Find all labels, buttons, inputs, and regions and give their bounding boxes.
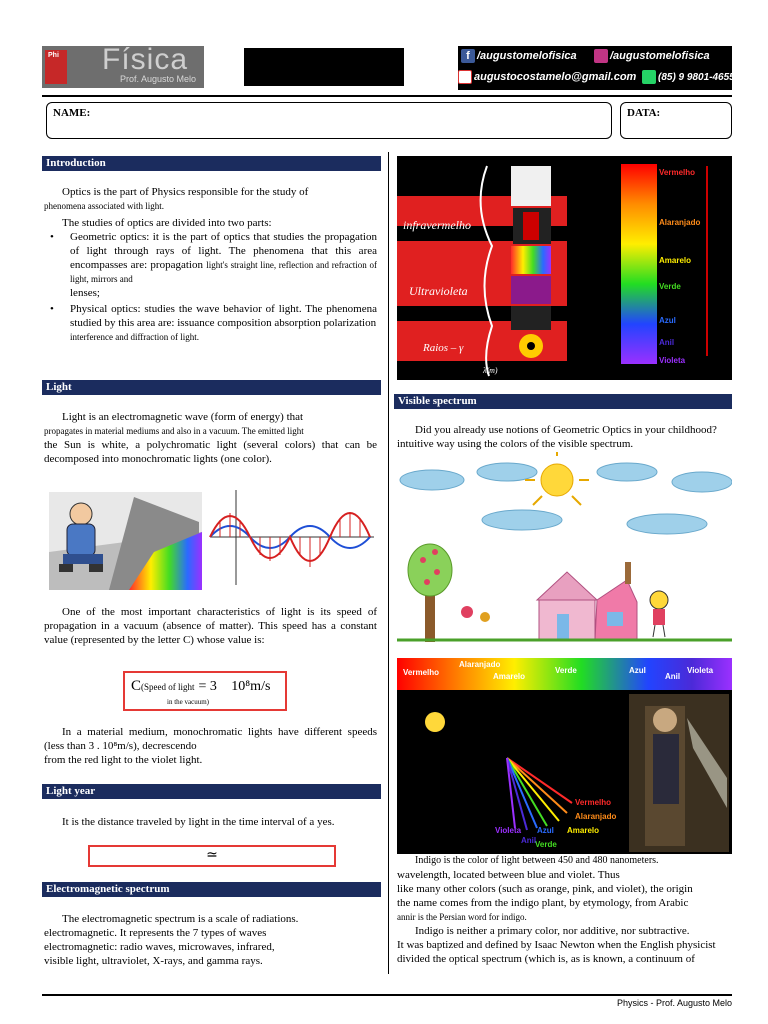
spectrum-bar-label: Alaranjado xyxy=(459,660,501,669)
logo xyxy=(42,46,204,88)
spectrum-bar-label: Violeta xyxy=(687,666,714,675)
visible-spectrum-body: Did you already use notions of Geometric Optics in your childhood? intuitive way using the colors of the visible spectrum. xyxy=(397,424,717,450)
optics-types-list xyxy=(44,230,377,344)
ray-label: Verde xyxy=(535,840,557,849)
lightyear-heading: Light year xyxy=(42,784,381,799)
spectrum-color-labels xyxy=(659,164,729,364)
date-field[interactable]: DATA: xyxy=(620,102,732,139)
infrared-label: infravermelho xyxy=(403,218,471,232)
logo-mark: Phi xyxy=(45,50,67,84)
spectrum-bar-labels xyxy=(397,658,732,690)
ultraviolet-label: Ultravioleta xyxy=(409,284,468,298)
spectrum-bar-label: Vermelho xyxy=(403,668,440,677)
gamma-label: Raios – γ xyxy=(423,342,464,354)
lightyear-body: It is the distance traveled by light in the time interval of a yes. xyxy=(62,816,335,828)
spectrum-color-label: Anil xyxy=(659,338,675,347)
facebook-link[interactable]: f /augustomelofisica xyxy=(461,49,577,63)
spectrum-bar-label: Anil xyxy=(665,672,681,681)
intro-heading: Introduction xyxy=(42,156,381,171)
em-spectrum-image xyxy=(397,156,732,380)
whatsapp-icon xyxy=(642,70,656,84)
intro-body: Optics is the part of Physics responsible for the study of phenomena associated with light. The studies of optics are divided into two parts: • Geometric optics: it is the part of optics that studies the propagation of light through rays of light. The phenomena that this area encompasses are: propagation light's straight line, reflection and refraction of light, mirrors and lenses; • Physical optics: studies the wave behavior of light. The phenomena studied by this area are: issuance composition absorption polarization interference and diffraction of light. xyxy=(44,185,377,344)
visible-spectrum-heading: Visible spectrum xyxy=(394,394,732,409)
ray-label: Anil xyxy=(521,836,537,845)
spectrum-color-label: Azul xyxy=(659,316,676,325)
spectrum-color-label: Alaranjado xyxy=(659,218,701,227)
instagram-link[interactable]: /augustomelofisica xyxy=(594,49,710,63)
social-bar xyxy=(458,46,735,90)
logo-title: Física xyxy=(102,46,189,76)
speed-of-light-formula: C(Speed of light = 3 ⃞10⁸m/s in the vacuum) xyxy=(123,671,287,711)
em-spectrum-heading: Electromagnetic spectrum xyxy=(42,882,381,897)
name-field[interactable]: NAME: xyxy=(46,102,612,139)
facebook-icon: f xyxy=(461,49,475,63)
header-divider xyxy=(42,95,732,97)
spectrum-color-label: Amarelo xyxy=(659,256,692,265)
ray-label: Alaranjado xyxy=(575,812,617,821)
lightyear-formula-box: ≃ xyxy=(88,845,336,867)
list-item: • Geometric optics: it is the part of optics that studies the propagation of light through rays of light. The phenomena that this area encompasses are: propagation light's straight line, reflection and refraction of light, mirrors and lenses; xyxy=(70,230,377,300)
spectrum-bar-label: Azul xyxy=(629,666,646,675)
em-spectrum-body: The electromagnetic spectrum is a scale of radiations. electromagnetic. It represents the 7 types of waves electromagnetic: radio waves, microwaves, infrared, visible light, ultraviolet, X-rays, and gamma rays. xyxy=(44,913,299,967)
column-divider xyxy=(388,152,389,974)
whatsapp-link[interactable]: (85) 9 9801-4655 xyxy=(642,70,735,84)
spectrum-bar-label: Amarelo xyxy=(493,672,526,681)
light-heading: Light xyxy=(42,380,381,395)
spectrum-color-label: Verde xyxy=(659,282,681,291)
light-speed-body: One of the most important characteristics of light is its speed of propagation in a vacuum (absence of matter). This speed has a constant value (represented by the letter C) whose value is: xyxy=(44,606,377,646)
ray-label: Amarelo xyxy=(567,826,600,835)
ray-label: Violeta xyxy=(495,826,522,835)
email-link[interactable]: augustocostamelo@gmail.com xyxy=(458,70,636,84)
em-wave-image xyxy=(206,485,378,590)
newton-prism-image xyxy=(397,658,732,854)
list-item: • Physical optics: studies the wave behavior of light. The phenomena studied by this area are: issuance composition absorption polarization interference and diffraction of light. xyxy=(70,302,377,344)
lambda-label: λ(m) xyxy=(483,366,498,375)
footer-text: Physics - Prof. Augusto Melo xyxy=(616,998,732,1008)
footer-divider xyxy=(42,994,732,996)
instagram-icon xyxy=(594,49,608,63)
prism-cartoon-image xyxy=(49,492,202,590)
spectrum-color-label: Vermelho xyxy=(659,168,696,177)
spectrum-color-label: Violeta xyxy=(659,356,686,365)
ray-labels xyxy=(487,796,637,850)
logo-subtitle: Prof. Augusto Melo xyxy=(120,74,197,84)
child-drawing-image xyxy=(397,452,732,644)
indigo-body: Indigo is the color of light between 450 and 480 nanometers. wavelength, located between blue and violet. Thus like many other colors (such as orange, pink, and violet), the origin the name comes from the indigo plant, by etymology, from Arabic annir is the Persian word for indigo. Indigo is neither a primary color, nor additive, nor subtractive. It was baptized and defined by Isaac Newton when the English physicist divided the optical spectrum (which is, as is known, a continuum of xyxy=(397,855,716,965)
light-body: Light is an electromagnetic wave (form of energy) that propagates in material mediums and also in a vacuum. The emitted light the Sun is white, a polychromatic light (several colors) that can be decomposed into monochromatic lights (one color). xyxy=(44,411,377,465)
spectrum-bar-label: Verde xyxy=(555,666,577,675)
title-box xyxy=(244,48,404,86)
ray-label: Vermelho xyxy=(575,798,612,807)
light-medium-body: In a material medium, monochromatic lights have different speeds (less than 3 . 10⁸m/s), decrescendo from the red light to the violet light. xyxy=(44,726,377,766)
ray-label: Azul xyxy=(537,826,554,835)
gmail-icon xyxy=(458,70,472,84)
